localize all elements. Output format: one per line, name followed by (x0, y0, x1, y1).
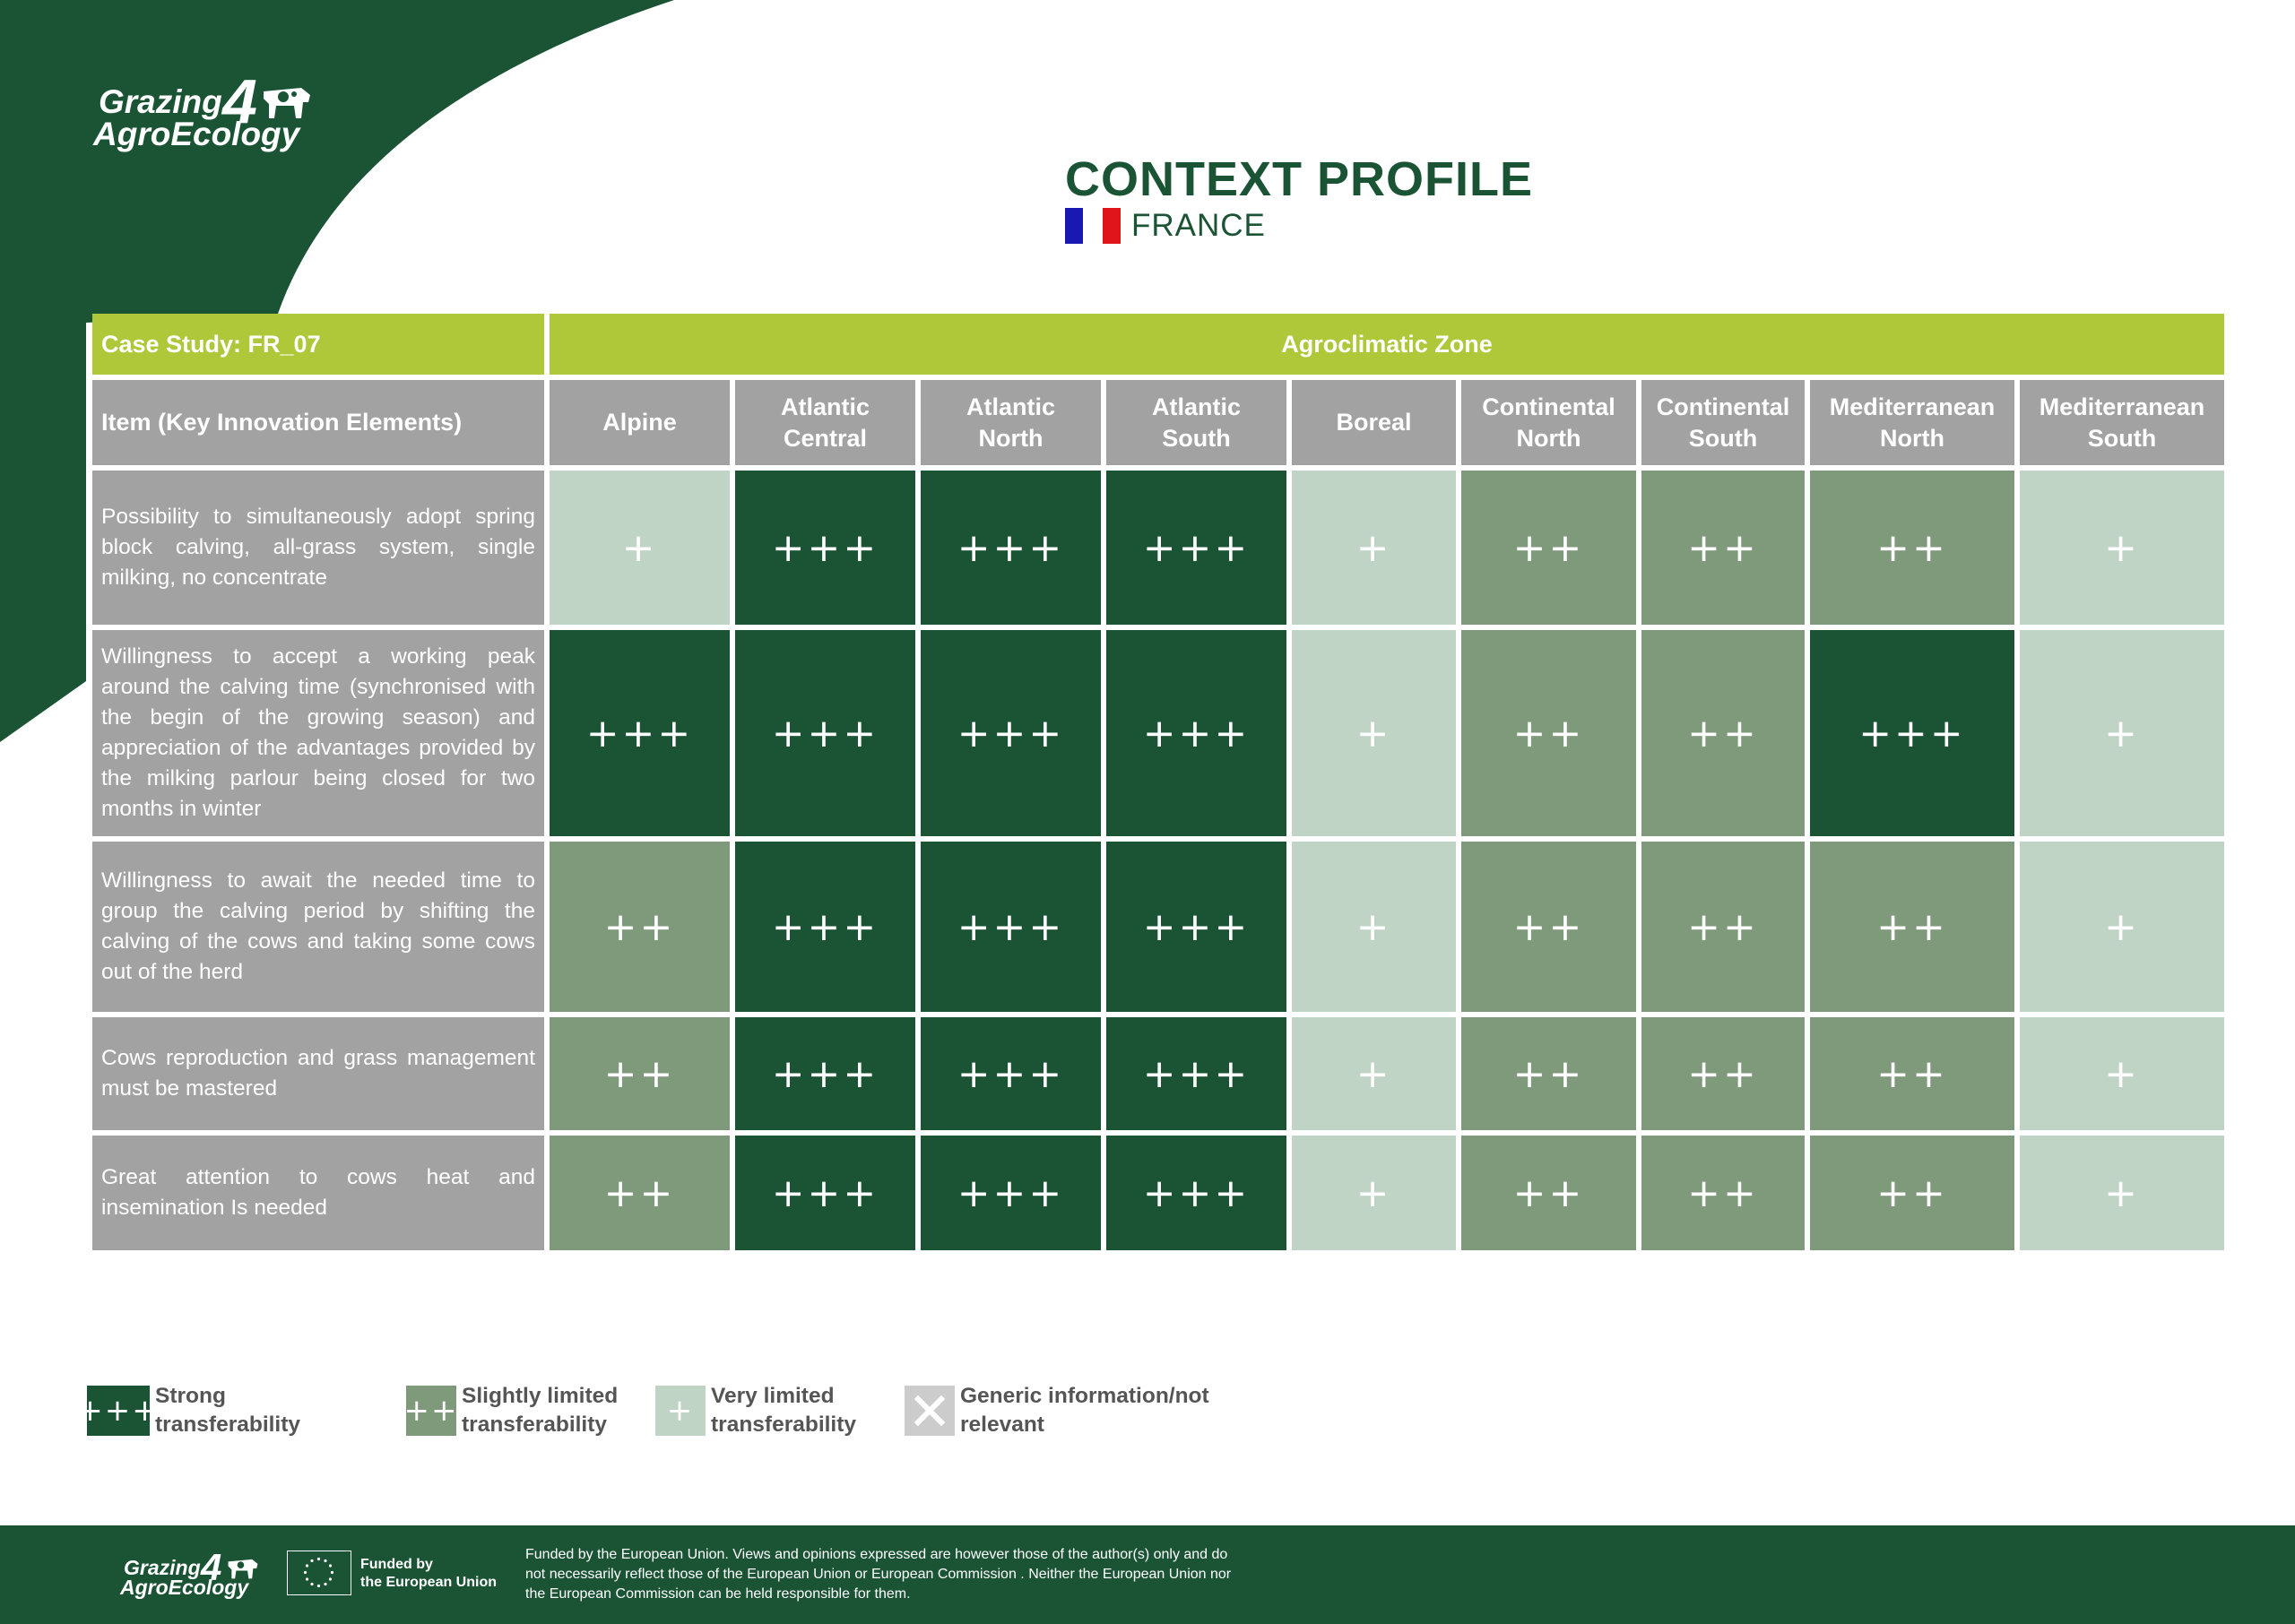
rating-cell: ++ (1461, 842, 1636, 1012)
rating-cell: +++ (735, 1136, 915, 1250)
rating-cell: +++ (921, 630, 1101, 836)
rating-cell: ++ (1641, 630, 1805, 836)
rating-cell: +++ (550, 630, 730, 836)
rating-cell: + (1292, 471, 1456, 625)
footer-logo-line2: AgroEcology (120, 1576, 249, 1599)
rating-cell: +++ (735, 630, 915, 836)
rating-cell: + (1292, 1017, 1456, 1130)
legend-item-strong (77, 1384, 301, 1437)
item-description: Great attention to cows heat and insemination Is needed (92, 1136, 544, 1250)
rating-cell: ++ (1461, 1017, 1636, 1130)
france-flag-icon (1065, 208, 1121, 244)
rating-cell: +++ (735, 1017, 915, 1130)
rating-cell: ++ (1810, 1017, 2014, 1130)
legend-item-very-limited (655, 1386, 890, 1436)
zone-header-1 (735, 380, 915, 465)
rating-cell: ++ (1461, 471, 1636, 625)
rating-cell: ++ (550, 1136, 730, 1250)
zone-header-line2: South (2087, 424, 2157, 452)
case-study-header: Case Study: FR_07 (92, 314, 544, 375)
item-column-header: Item (Key Innovation Elements) (92, 380, 544, 465)
footer-logo-line1: Grazing (124, 1556, 201, 1579)
page-title: CONTEXT PROFILE (1065, 152, 1534, 206)
country-name: FRANCE (1131, 208, 1266, 243)
rating-cell: +++ (921, 471, 1101, 625)
legend-label-very-limited: Very limited transferability (711, 1384, 857, 1437)
eu-flag-icon (287, 1551, 351, 1595)
legend-item-slightly-limited (403, 1384, 641, 1437)
zone-header-6 (1641, 380, 1805, 465)
zone-header-line2: North (978, 424, 1044, 452)
flag-stripe-red (1103, 208, 1121, 244)
table-header-row-2 (92, 380, 2224, 465)
item-description: Cows reproduction and grass management must be mastered (92, 1017, 544, 1130)
rating-cell: +++ (1106, 1136, 1286, 1250)
zone-header-line2: South (1688, 424, 1758, 452)
footer-cow-icon (226, 1556, 260, 1581)
legend-swatch-generic (905, 1386, 955, 1436)
rating-cell: +++ (735, 842, 915, 1012)
grazing4agroecology-logo (90, 66, 323, 160)
flag-stripe-white (1083, 208, 1103, 244)
flag-stripe-blue (1065, 208, 1083, 244)
table-row (92, 630, 2224, 836)
rating-cell: ++ (1461, 1136, 1636, 1250)
zone-header-line1: Boreal (1336, 409, 1412, 436)
rating-cell: +++ (921, 1136, 1101, 1250)
legend-swatch-strong: +++ (87, 1386, 150, 1436)
legend-swatch-slightly-limited: ++ (406, 1386, 456, 1436)
rating-cell: + (550, 471, 730, 625)
zone-header-line1: Atlantic (966, 393, 1055, 420)
table-row (92, 1017, 2224, 1130)
zone-header-line1: Mediterranean (1829, 393, 1996, 420)
eu-line1: Funded by (360, 1557, 433, 1572)
rating-cell: ++ (1810, 842, 2014, 1012)
legend-swatch-very-limited: + (655, 1386, 706, 1436)
title-block (1065, 151, 1533, 244)
legend-label-strong: Strong transferability (155, 1384, 301, 1437)
table-row (92, 1136, 2224, 1250)
table-header-row-1 (92, 314, 2224, 375)
rating-cell: ++ (1641, 1136, 1805, 1250)
legend-label-generic: Generic information/not relevant (960, 1384, 1209, 1437)
zone-header-line2: South (1162, 424, 1231, 452)
zone-header-8 (2020, 380, 2224, 465)
footer-logo (120, 1546, 265, 1602)
item-description: Willingness to accept a working peak around the calving time (synchronised with the begin of the growing season) and appreciation of the advantages provided by the milking parlour being closed for two months in winter (92, 630, 544, 836)
logo-line2: AgroEcology (93, 116, 300, 152)
zone-header-line2: Central (783, 424, 868, 452)
footer (0, 1525, 2295, 1624)
rating-cell: +++ (921, 1017, 1101, 1130)
rating-cell: +++ (1106, 1017, 1286, 1130)
rating-cell: + (2020, 842, 2224, 1012)
rating-cell: ++ (550, 1017, 730, 1130)
cross-icon (914, 1395, 946, 1427)
rating-cell: +++ (735, 471, 915, 625)
cow-icon (260, 82, 314, 122)
zone-header-7 (1810, 380, 2014, 465)
zone-header-4 (1292, 380, 1456, 465)
disclaimer-text: Funded by the European Union. Views and opinions expressed are however those of the author(s) only and do not necessarily reflect those of the European Union or European Commission . Neither the European Union nor the European Commission can be held responsible for them. (525, 1547, 1232, 1602)
legend-label-slightly-limited: Slightly limited transferability (462, 1384, 619, 1437)
zone-header-line2: North (1516, 424, 1581, 452)
rating-cell: + (2020, 471, 2224, 625)
item-description: Possibility to simultaneously adopt spring block calving, all-grass system, single milking, no concentrate (92, 471, 544, 625)
rating-cell: + (1292, 630, 1456, 836)
rating-cell: + (2020, 630, 2224, 836)
zone-header-line1: Atlantic (780, 393, 870, 420)
table-row (92, 471, 2224, 625)
rating-cell: ++ (1810, 1136, 2014, 1250)
rating-cell: + (1292, 1136, 1456, 1250)
zone-header-line1: Mediterranean (2039, 393, 2205, 420)
zone-header-2 (921, 380, 1101, 465)
footer-logo-number: 4 (201, 1546, 222, 1588)
zone-header-line1: Continental (1656, 393, 1790, 420)
rating-cell: ++ (550, 842, 730, 1012)
zone-header-line2: North (1880, 424, 1944, 452)
country-row (1065, 208, 1533, 244)
zone-header-line1: Continental (1482, 393, 1615, 420)
legend-item-generic (905, 1386, 1247, 1436)
logo-line1: Grazing (99, 83, 222, 120)
zone-header-line1: Alpine (602, 409, 677, 436)
zone-header-3 (1106, 380, 1286, 465)
rating-cell: +++ (921, 842, 1101, 1012)
table-row (92, 842, 2224, 1012)
rating-cell: +++ (1810, 630, 2014, 836)
rating-cell: + (1292, 842, 1456, 1012)
rating-cell: +++ (1106, 471, 1286, 625)
rating-cell: + (2020, 1136, 2224, 1250)
rating-cell: + (2020, 1017, 2224, 1130)
agroclimatic-zone-header: Agroclimatic Zone (550, 314, 2224, 375)
zone-header-0 (550, 380, 730, 465)
rating-cell: ++ (1641, 1017, 1805, 1130)
rating-cell: ++ (1461, 630, 1636, 836)
rating-cell: +++ (1106, 630, 1286, 836)
zone-header-line1: Atlantic (1151, 393, 1241, 420)
rating-cell: +++ (1106, 842, 1286, 1012)
rating-cell: ++ (1810, 471, 2014, 625)
eu-line2: the European Union (360, 1575, 497, 1590)
transferability-table (87, 308, 2230, 1256)
eu-funding-label (360, 1556, 497, 1592)
zone-header-5 (1461, 380, 1636, 465)
rating-cell: ++ (1641, 471, 1805, 625)
logo-number: 4 (222, 66, 257, 136)
rating-cell: ++ (1641, 842, 1805, 1012)
item-description: Willingness to await the needed time to group the calving period by shifting the calving of the cows and taking some cows out of the herd (92, 842, 544, 1012)
